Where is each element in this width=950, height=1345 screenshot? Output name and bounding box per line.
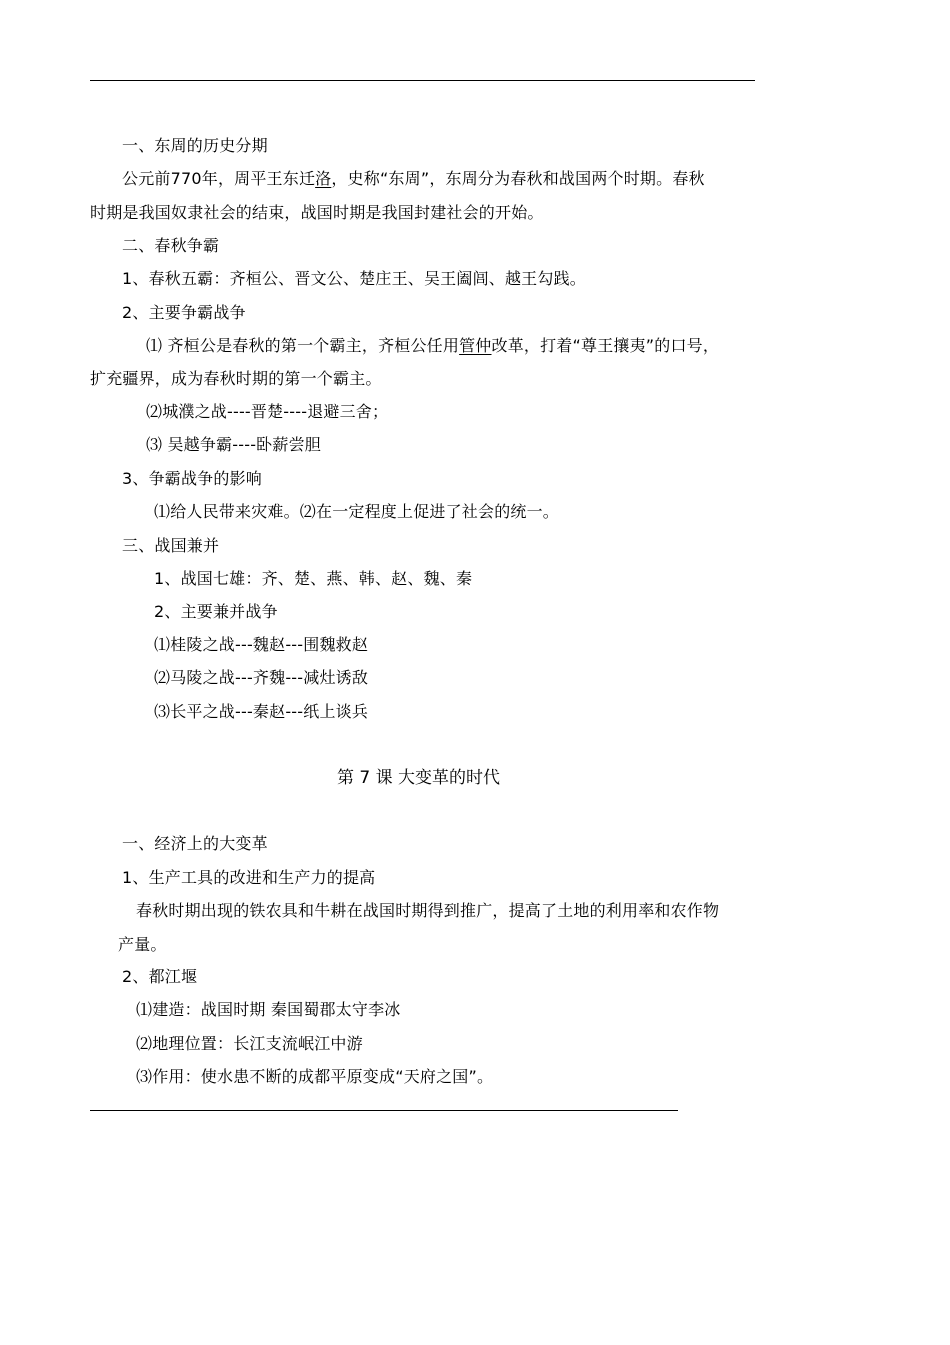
list-item: ⑵城濮之战----晋楚----退避三舍；: [146, 402, 389, 421]
list-item: ⑴给人民带来灾难。⑵在一定程度上促进了社会的统一。: [154, 502, 560, 521]
list-item: 2、都江堰: [122, 967, 198, 986]
list-item: 1、春秋五霸：齐桓公、晋文公、楚庄王、吴王阖闾、越王勾践。: [122, 269, 586, 288]
list-item: ⑶长平之战---秦赵---纸上谈兵: [154, 702, 369, 721]
section-heading-spring-autumn: 二、春秋争霸: [122, 236, 220, 255]
list-item: ⑵地理位置：长江支流岷江中游: [136, 1034, 363, 1053]
text-run: 改革，打着“尊王攘夷”的口号，: [491, 336, 720, 355]
list-item: ⑴建造：战国时期 秦国蜀郡太守李冰: [136, 1000, 401, 1019]
list-item: 3、争霸战争的影响: [122, 469, 262, 488]
list-item: 2、主要兼并战争: [154, 602, 278, 621]
list-item: ⑶ 吴越争霸----卧薪尝胆: [146, 435, 321, 454]
paragraph-line: 春秋时期出现的铁农具和牛耕在战国时期得到推广，提高了土地的利用率和农作物: [136, 901, 720, 920]
text-run: 公元前770年，周平王东迁: [122, 169, 316, 188]
text-run: ⑴ 齐桓公是春秋的第一个霸主，齐桓公任用: [146, 336, 460, 355]
list-item: ⑴桂陵之战---魏赵---围魏救赵: [154, 635, 369, 654]
list-item: 1、生产工具的改进和生产力的提高: [122, 868, 376, 887]
lesson-title: 第 7 课 大变革的时代: [337, 768, 501, 788]
list-item: ⑶作用：使水患不断的成都平原变成“天府之国”。: [136, 1067, 494, 1086]
paragraph-line: 扩充疆界，成为春秋时期的第一个霸主。: [90, 369, 382, 388]
list-item: 1、战国七雄：齐、楚、燕、韩、赵、魏、秦: [154, 569, 473, 588]
list-item: ⑵马陵之战---齐魏---减灶诱敌: [154, 668, 369, 687]
header-rule: [90, 80, 755, 81]
paragraph-line: [146, 336, 719, 356]
section-heading-eastern-zhou: 一、东周的历史分期: [122, 136, 268, 155]
list-item: 2、主要争霸战争: [122, 303, 246, 322]
paragraph-line: 产量。: [118, 935, 167, 954]
text-run: ，史称“东周”，东周分为春秋和战国两个时期。春秋: [331, 169, 705, 188]
underlined-term: 管仲: [459, 336, 492, 355]
footer-rule: [90, 1110, 678, 1111]
paragraph-line: 时期是我国奴隶社会的结束，战国时期是我国封建社会的开始。: [90, 203, 544, 222]
paragraph-line: [122, 169, 705, 189]
section-heading-economic-change: 一、经济上的大变革: [122, 834, 268, 853]
section-heading-warring-states: 三、战国兼并: [122, 536, 220, 555]
underlined-term: 洛: [315, 169, 332, 188]
